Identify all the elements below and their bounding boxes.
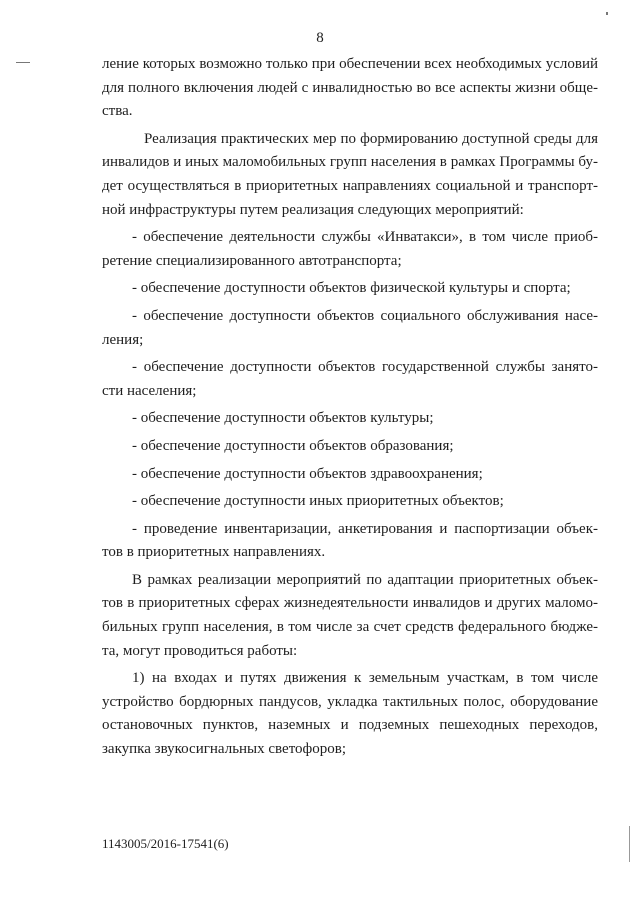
page-number: 8 [316,30,324,46]
document-code: 1143005/2016-17541(6) [102,836,229,851]
scan-artifact [606,12,608,15]
list-item: - обеспечение доступности объектов государственной службы занято- [132,359,598,376]
text-line: сти населения; [102,382,197,399]
text-line: устройство бордюрных пандусов, укладка тактильных полос, оборудование [102,693,598,710]
list-item: - обеспечение доступности иных приоритетных объектов; [132,493,504,510]
text-line: тов в приоритетных сферах жизнедеятельности инвалидов и других маломо- [102,595,598,612]
text-line: ления; [102,331,144,348]
text-line: инвалидов и иных маломобильных групп населения в рамках Программы бу- [102,154,598,171]
text-line: Реализация практических мер по формированию доступной среды для [144,130,598,147]
document-body [102,53,598,762]
text-line: тов в приоритетных направлениях. [102,544,326,561]
list-item: - обеспечение доступности объектов образования; [132,437,454,454]
list-item: - обеспечение доступности объектов культуры; [132,410,434,427]
text-line: ной инфраструктуры путем реализация следующих мероприятий: [102,201,524,218]
text-line: для полного включения людей с инвалидностью во все аспекты жизни обще- [102,79,598,96]
text-line: остановочных пунктов, наземных и подземных пешеходных переходов, [102,717,598,734]
text-line: В рамках реализации мероприятий по адаптации приоритетных объек- [132,571,598,588]
list-item: 1) на входах и путях движения к земельным участкам, в том числе [132,670,598,687]
list-item: - обеспечение доступности объектов физической культуры и спорта; [132,280,571,297]
text-line: дет осуществляться в приоритетных направлениях социальной и транспорт- [102,177,598,194]
list-item: - обеспечение деятельности службы «Инватакси», в том числе приоб- [132,229,598,246]
list-item: - проведение инвентаризации, анкетирования и паспортизации объек- [132,520,598,537]
text-line: та, могут проводиться работы: [102,642,298,659]
text-line: закупка звукосигнальных светофоров; [102,741,347,758]
list-item: - обеспечение доступности объектов здравоохранения; [132,465,483,482]
scan-artifact [16,62,30,63]
text-line: ление которых возможно только при обеспечении всех необходимых условий [102,56,598,72]
text-line: ретение специализированного автотранспорта; [102,252,402,269]
text-line: бильных групп населения, в том числе за счет средств федерального бюдже- [102,619,598,636]
list-item: - обеспечение доступности объектов социального обслуживания насе- [132,307,598,324]
scan-artifact [629,826,630,862]
text-line: ства. [102,103,133,120]
